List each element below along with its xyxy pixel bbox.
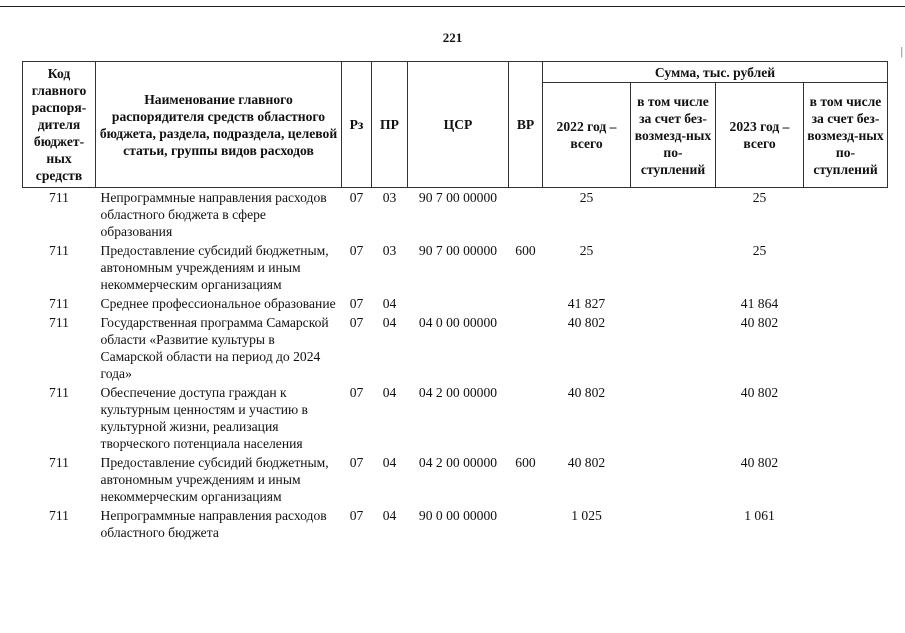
cell-name: Предоставление субсидий бюджетным, автономным учреждениям и иным некоммерческим организациям (100, 455, 329, 504)
cell-name: Обеспечение доступа граждан к культурным ценностям и участию в культурной жизни, реализация творческого потенциала населения (100, 385, 308, 451)
table-row (23, 241, 888, 294)
cell-csr: 04 2 00 00000 (418, 385, 498, 400)
cell-2022-total: 25 (579, 190, 594, 205)
cell-2023-gratuitous (804, 241, 888, 294)
cell-rz: 07 (349, 508, 364, 523)
header-code: Код главного распоря-дителя бюджет-ных средств (23, 62, 96, 188)
cell-2022-total: 25 (579, 243, 594, 258)
cell-vr (509, 313, 543, 383)
cell-2023-gratuitous (804, 294, 888, 313)
cell-2023-total: 25 (752, 243, 767, 258)
cell-code: 711 (49, 508, 69, 523)
cell-rz: 07 (349, 190, 364, 205)
cell-2023-total: 40 802 (740, 455, 779, 470)
cell-name: Непрограммные направления расходов областного бюджета (100, 508, 327, 540)
cell-vr (509, 383, 543, 453)
cell-csr: 90 7 00 00000 (418, 243, 498, 258)
cell-vr: 600 (515, 243, 536, 258)
cell-2022-gratuitous (631, 188, 716, 242)
cell-name: Предоставление субсидий бюджетным, автономным учреждениям и иным некоммерческим организациям (100, 243, 329, 292)
cell-vr (509, 188, 543, 242)
cell-2022-total: 40 802 (567, 315, 606, 330)
cell-rz: 07 (349, 455, 364, 470)
cell-2023-gratuitous (804, 188, 888, 242)
cell-rz: 07 (349, 296, 364, 311)
cell-name: Среднее профессиональное образование (100, 296, 336, 311)
header-2022-gratuitous: в том числе за счет без-возмезд-ных по-ступлений (631, 83, 716, 188)
cell-csr: 04 2 00 00000 (418, 455, 498, 470)
cell-pr: 04 (382, 455, 397, 470)
cell-code: 711 (49, 385, 69, 400)
cell-2023-total: 1 061 (744, 508, 775, 523)
header-rz: Рз (342, 62, 372, 188)
cell-2022-total: 1 025 (571, 508, 602, 523)
page-number: 221 (442, 30, 463, 45)
table-row (23, 313, 888, 383)
cell-2023-total: 41 864 (740, 296, 779, 311)
cell-pr: 03 (382, 190, 397, 205)
cell-code: 711 (49, 315, 69, 330)
header-2023-gratuitous: в том числе за счет без-возмезд-ных по-ступлений (804, 83, 888, 188)
table-row (23, 383, 888, 453)
cell-2023-gratuitous (804, 313, 888, 383)
cell-2022-gratuitous (631, 506, 716, 542)
cell-pr: 04 (382, 508, 397, 523)
cell-2022-gratuitous (631, 453, 716, 506)
header-csr: ЦСР (408, 62, 509, 188)
table-header (23, 62, 888, 188)
cell-csr: 90 0 00 00000 (418, 508, 498, 523)
top-rule (0, 6, 905, 7)
cell-pr: 04 (382, 296, 397, 311)
cell-rz: 07 (349, 243, 364, 258)
header-pr: ПР (372, 62, 408, 188)
cell-2022-gratuitous (631, 383, 716, 453)
cell-name: Непрограммные направления расходов областного бюджета в сфере образования (100, 190, 327, 239)
table-row (23, 506, 888, 542)
cell-2022-total: 41 827 (567, 296, 606, 311)
cell-2023-total: 40 802 (740, 315, 779, 330)
cell-2023-gratuitous (804, 506, 888, 542)
header-sum-group: Сумма, тыс. рублей (543, 62, 888, 83)
table-row (23, 453, 888, 506)
cell-pr: 03 (382, 243, 397, 258)
table-row (23, 188, 888, 242)
header-2023-total: 2023 год – всего (716, 83, 804, 188)
cell-csr: 04 0 00 00000 (418, 315, 498, 330)
cell-code: 711 (49, 190, 69, 205)
cell-code: 711 (49, 455, 69, 470)
cell-pr: 04 (382, 315, 397, 330)
header-name: Наименование главного распорядителя средств областного бюджета, раздела, подраздела, целевой статьи, группы видов расходов (96, 62, 342, 188)
budget-table (22, 61, 888, 542)
cell-code: 711 (49, 243, 69, 258)
cell-2023-total: 25 (752, 190, 767, 205)
scan-edge-mark: | (900, 44, 903, 58)
cell-name: Государственная программа Самарской области «Развитие культуры в Самарской области на период до 2024 года» (100, 315, 329, 381)
cell-2022-total: 40 802 (567, 385, 606, 400)
cell-code: 711 (49, 296, 69, 311)
header-2022-total: 2022 год – всего (543, 83, 631, 188)
cell-2022-gratuitous (631, 294, 716, 313)
cell-vr (509, 506, 543, 542)
table-row (23, 294, 888, 313)
cell-csr: 90 7 00 00000 (418, 190, 498, 205)
cell-2022-gratuitous (631, 313, 716, 383)
table-body (23, 188, 888, 543)
cell-rz: 07 (349, 385, 364, 400)
cell-2022-gratuitous (631, 241, 716, 294)
cell-rz: 07 (349, 315, 364, 330)
cell-2022-total: 40 802 (567, 455, 606, 470)
cell-2023-gratuitous (804, 453, 888, 506)
cell-vr: 600 (515, 455, 536, 470)
header-vr: ВР (509, 62, 543, 188)
cell-2023-gratuitous (804, 383, 888, 453)
cell-pr: 04 (382, 385, 397, 400)
cell-csr (408, 294, 509, 313)
cell-vr (509, 294, 543, 313)
cell-2023-total: 40 802 (740, 385, 779, 400)
